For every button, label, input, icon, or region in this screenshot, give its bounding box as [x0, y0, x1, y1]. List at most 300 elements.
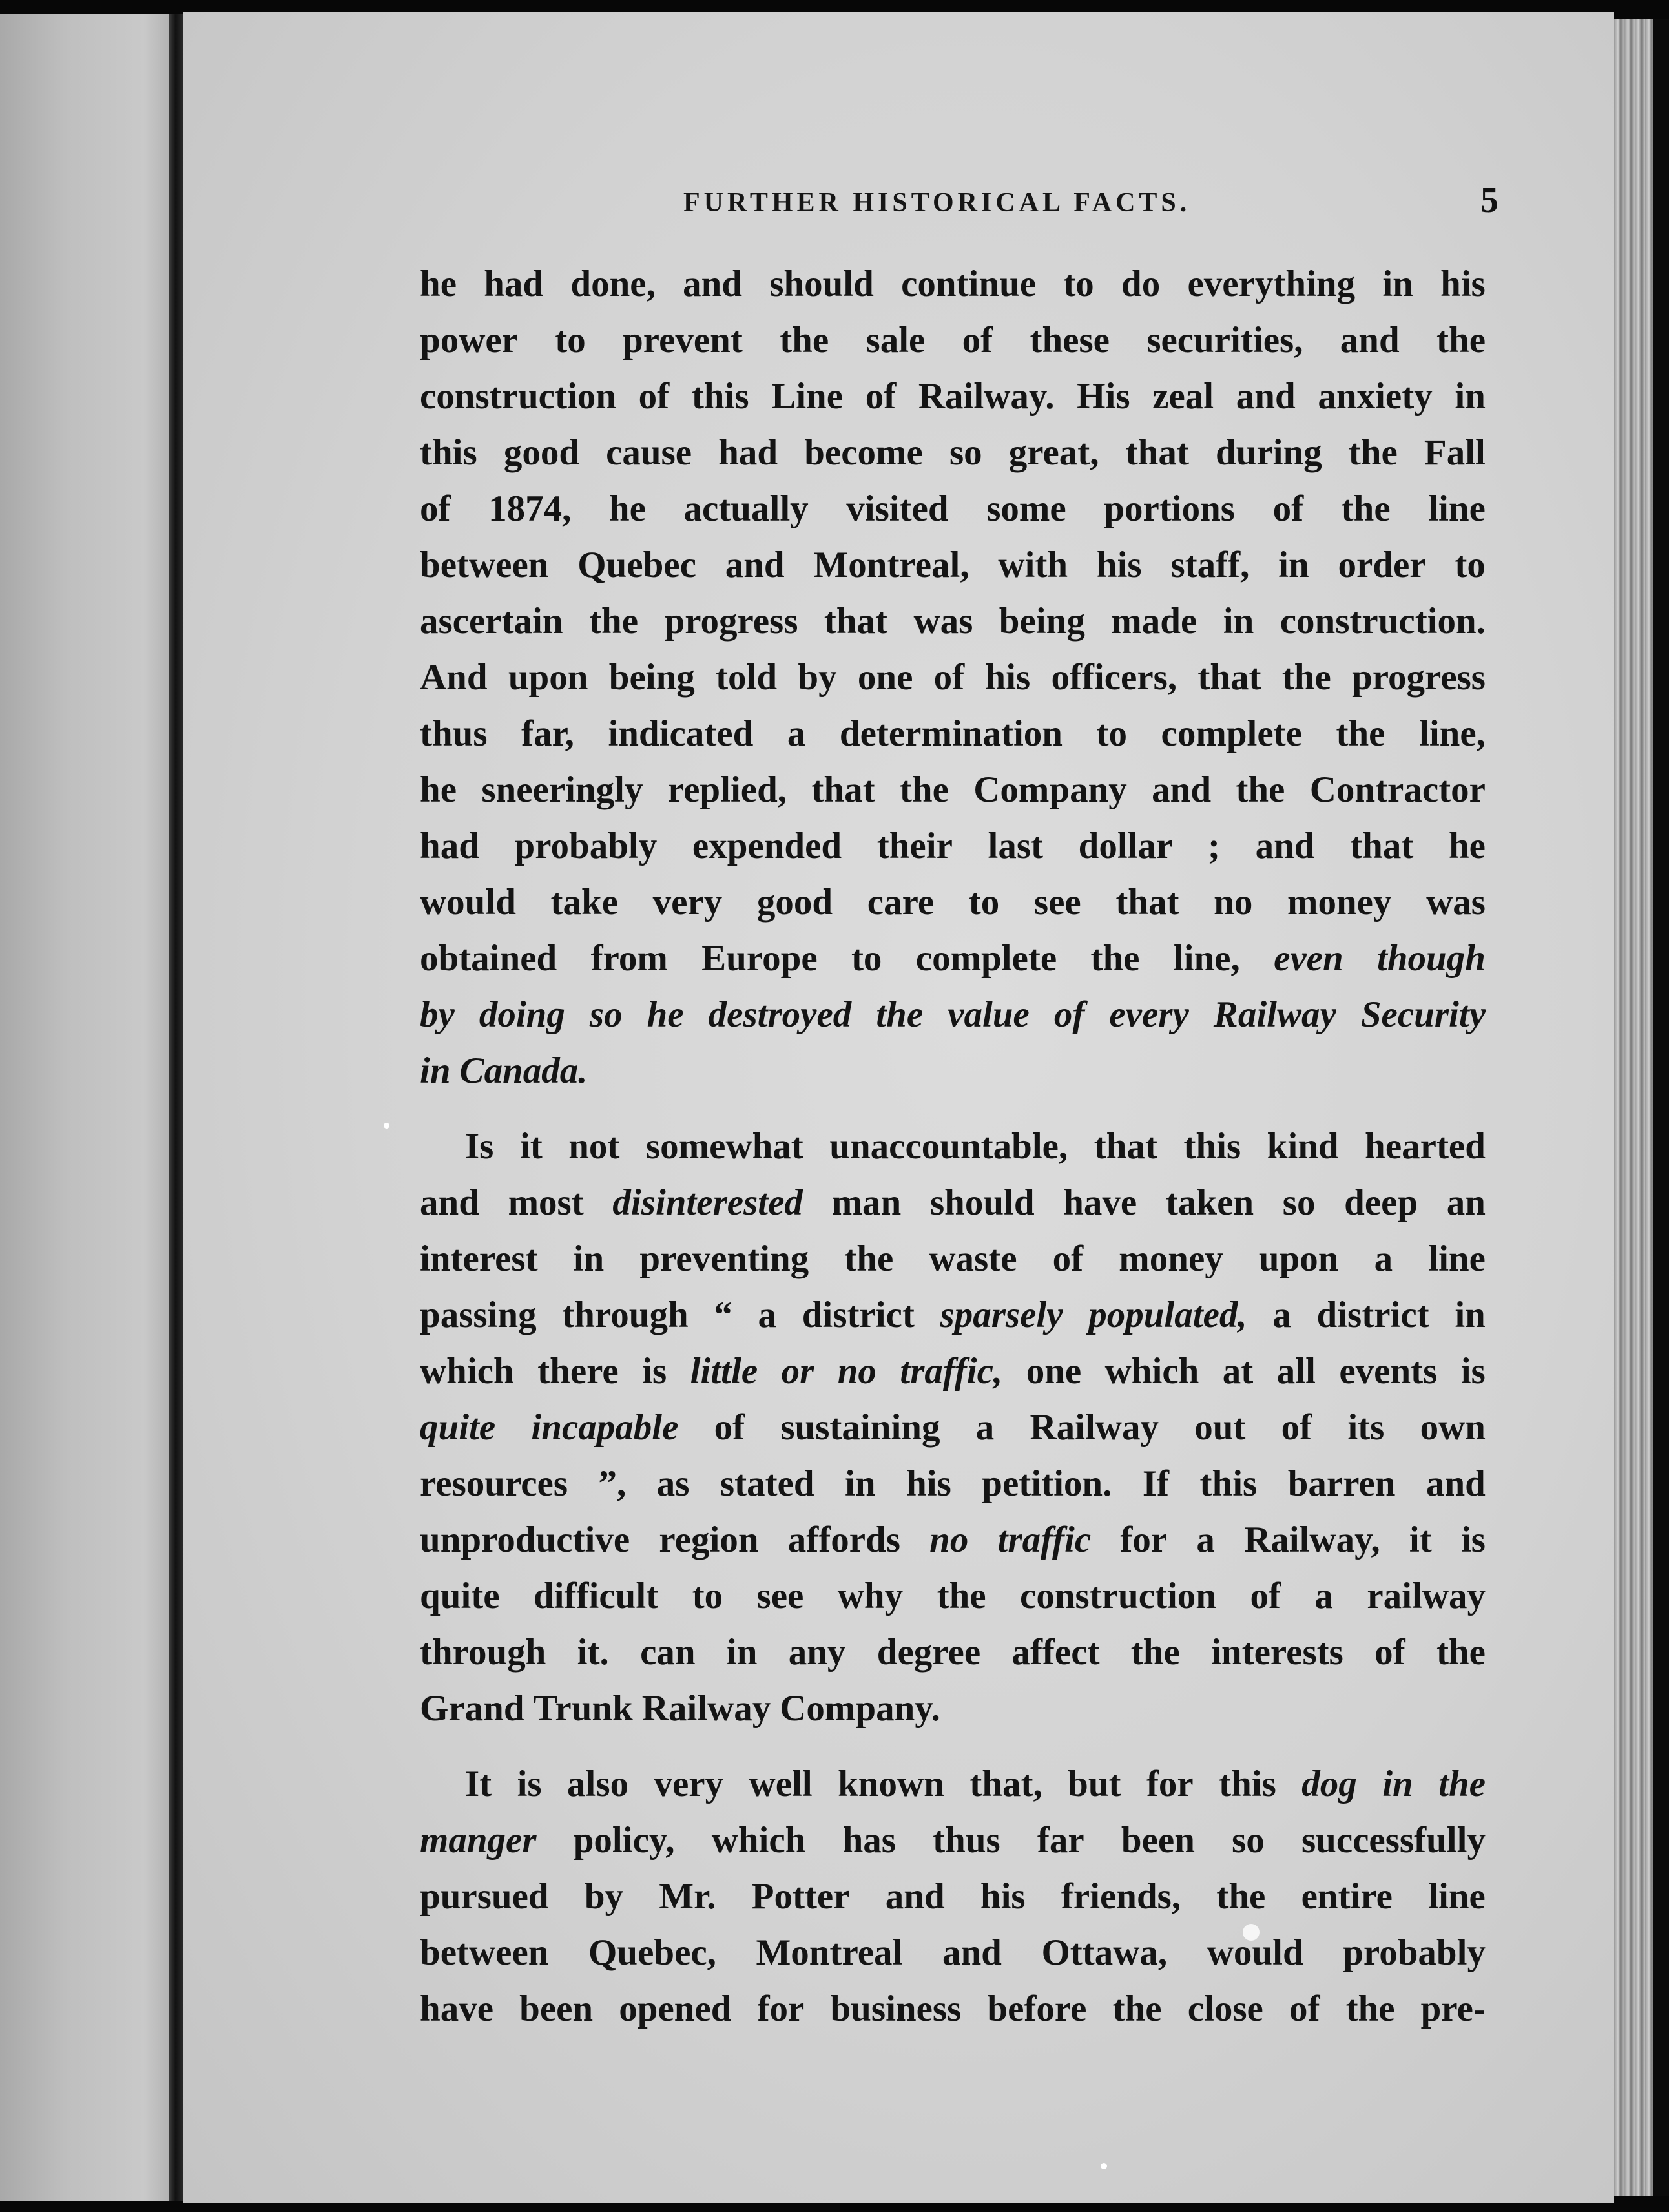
- word: thus: [420, 713, 488, 754]
- word: been: [519, 1988, 594, 2029]
- scan-speck: [384, 1123, 389, 1129]
- word: and: [683, 264, 742, 304]
- word: a: [787, 713, 806, 754]
- word: unproductive: [420, 1519, 630, 1560]
- word: to: [1455, 545, 1486, 585]
- facing-page-sliver: [0, 14, 169, 2201]
- paragraph: [420, 1756, 1486, 2037]
- word: Europe: [701, 938, 818, 979]
- word: the: [1436, 320, 1486, 360]
- word: and: [942, 1932, 1002, 1973]
- text-line: [420, 986, 1486, 1043]
- word: of: [865, 376, 897, 417]
- word: entire: [1301, 1876, 1393, 1917]
- italic-word: doing: [479, 994, 565, 1035]
- word: being: [999, 601, 1085, 642]
- italic-word: no: [929, 1519, 969, 1560]
- word: the: [899, 769, 949, 810]
- word: Montreal: [756, 1932, 903, 1973]
- word: sustaining: [780, 1407, 940, 1448]
- text-line: [420, 537, 1486, 593]
- word: one: [1026, 1351, 1082, 1392]
- word: Montreal,: [813, 545, 969, 585]
- text-line: [420, 1812, 1486, 1868]
- word: that,: [969, 1764, 1042, 1804]
- word: indicated: [608, 713, 754, 754]
- word: visited: [846, 488, 949, 529]
- word: and: [725, 545, 785, 585]
- word: good: [503, 432, 580, 473]
- word: the: [1112, 1988, 1162, 2029]
- word: dollar: [1078, 826, 1173, 866]
- word: there: [537, 1351, 619, 1392]
- book-gutter: [169, 14, 183, 2201]
- text-line: [420, 1512, 1486, 1568]
- word: the: [1130, 1632, 1180, 1673]
- word: so: [1282, 1182, 1316, 1223]
- word: would: [420, 882, 516, 923]
- italic-word: in: [420, 1050, 451, 1091]
- italic-word: though: [1377, 938, 1486, 979]
- word: own: [1420, 1407, 1486, 1448]
- word: friends,: [1061, 1876, 1181, 1917]
- text-line: [420, 1287, 1486, 1343]
- word: and: [1152, 769, 1212, 810]
- word: quite: [420, 1576, 500, 1616]
- word: deep: [1344, 1182, 1418, 1223]
- text-line: [420, 1868, 1486, 1925]
- word: resources: [420, 1463, 568, 1504]
- word: this: [691, 376, 749, 417]
- word: to: [555, 320, 586, 360]
- word: that: [1094, 1126, 1157, 1167]
- word: staff,: [1170, 545, 1250, 585]
- word: stated: [720, 1463, 814, 1504]
- word: all: [1276, 1351, 1316, 1392]
- text-line: [420, 1174, 1486, 1231]
- word: can: [640, 1632, 696, 1673]
- italic-word: so: [589, 994, 623, 1035]
- italic-word: Security: [1360, 994, 1486, 1035]
- word: his: [1096, 545, 1142, 585]
- word: through: [562, 1295, 689, 1335]
- word: the: [937, 1576, 986, 1616]
- word: power: [420, 320, 518, 360]
- word: construction: [420, 376, 616, 417]
- word: progress: [664, 601, 798, 642]
- word: opened: [619, 1988, 732, 2029]
- word: he: [420, 769, 457, 810]
- word: preventing: [639, 1238, 809, 1279]
- word: do: [1121, 264, 1161, 304]
- word: has: [842, 1820, 896, 1861]
- word: interests: [1211, 1632, 1343, 1673]
- word: pursued: [420, 1876, 549, 1917]
- word: and: [1340, 320, 1400, 360]
- word: kind: [1267, 1126, 1339, 1167]
- italic-word: value: [948, 994, 1030, 1035]
- word: interest: [420, 1238, 538, 1279]
- word: man: [831, 1182, 902, 1223]
- word: his: [985, 657, 1031, 698]
- word: in: [726, 1632, 758, 1673]
- word: very: [652, 882, 723, 923]
- word: his: [906, 1463, 951, 1504]
- italic-word: traffic,: [900, 1351, 1003, 1392]
- word: between: [420, 545, 549, 585]
- word: It: [465, 1764, 492, 1804]
- word: of: [933, 657, 965, 698]
- word: in: [573, 1238, 605, 1279]
- word: their: [876, 826, 953, 866]
- word: zeal: [1152, 376, 1214, 417]
- word: waste: [929, 1238, 1017, 1279]
- italic-word: even: [1274, 938, 1343, 979]
- word: probably: [1343, 1932, 1486, 1973]
- word: and: [1425, 1463, 1486, 1504]
- word: Mr.: [659, 1876, 716, 1917]
- word: Quebec: [577, 545, 696, 585]
- word: that: [811, 769, 875, 810]
- word: portions: [1104, 488, 1235, 529]
- word: had: [484, 264, 544, 304]
- word: made: [1111, 601, 1197, 642]
- word: at: [1222, 1351, 1254, 1392]
- word: known: [838, 1764, 944, 1804]
- word: that: [1197, 657, 1261, 698]
- italic-word: or: [781, 1351, 814, 1392]
- word: region: [659, 1519, 759, 1560]
- word: Company.: [780, 1688, 940, 1729]
- word: a: [1272, 1295, 1291, 1335]
- word: that: [1125, 432, 1189, 473]
- word: his: [1440, 264, 1486, 304]
- text-line: [420, 818, 1486, 874]
- word: have: [1063, 1182, 1137, 1223]
- word: had: [420, 826, 479, 866]
- word: is: [1460, 1351, 1486, 1392]
- word: of: [962, 320, 993, 360]
- scan-edge: [1653, 19, 1669, 2196]
- word: of: [420, 488, 451, 529]
- word: a: [1196, 1519, 1215, 1560]
- word: it: [519, 1126, 543, 1167]
- italic-word: Railway: [1213, 994, 1336, 1035]
- word: sale: [866, 320, 926, 360]
- word: and: [1236, 376, 1296, 417]
- italic-word: Canada.: [459, 1050, 588, 1091]
- word: why: [837, 1576, 904, 1616]
- word: obtained: [420, 938, 557, 979]
- word: see: [756, 1576, 804, 1616]
- word: had: [718, 432, 778, 473]
- word: affords: [787, 1519, 900, 1560]
- scan-speck: [1101, 2163, 1107, 2169]
- word: this: [1219, 1764, 1276, 1804]
- word: from: [590, 938, 668, 979]
- word: Is: [465, 1126, 494, 1167]
- word: business: [830, 1988, 962, 2029]
- word: replied,: [667, 769, 787, 810]
- word: this: [1199, 1463, 1258, 1504]
- word: actually: [683, 488, 809, 529]
- word: see: [1033, 882, 1081, 923]
- word: Grand: [420, 1688, 524, 1729]
- word: the: [844, 1238, 894, 1279]
- word: in: [1223, 601, 1254, 642]
- word: complete: [1161, 713, 1302, 754]
- text-line: [420, 1756, 1486, 1812]
- text-line: [420, 874, 1486, 930]
- word: expended: [692, 826, 842, 866]
- paragraph: [420, 1118, 1486, 1737]
- italic-word: populated,: [1088, 1295, 1247, 1335]
- word: of: [1250, 1576, 1281, 1616]
- text-line: [420, 1925, 1486, 1981]
- word: for: [1120, 1519, 1168, 1560]
- word: probably: [514, 826, 658, 866]
- word: far,: [521, 713, 574, 754]
- word: upon: [508, 657, 588, 698]
- word: the: [1216, 1876, 1266, 1917]
- word: the: [1336, 713, 1385, 754]
- word: Line: [771, 376, 844, 417]
- word: cause: [606, 432, 692, 473]
- word: construction.: [1280, 601, 1486, 642]
- word: successfully: [1301, 1820, 1486, 1861]
- word: he: [420, 264, 457, 304]
- word: Trunk: [533, 1688, 633, 1729]
- word: Railway: [641, 1688, 771, 1729]
- word: line: [1428, 1238, 1486, 1279]
- word: barren: [1287, 1463, 1396, 1504]
- word: sneeringly: [481, 769, 643, 810]
- word: which: [1104, 1351, 1199, 1392]
- word: Company: [973, 769, 1127, 810]
- word: before: [987, 1988, 1087, 2029]
- italic-word: quite: [420, 1407, 496, 1448]
- word: care: [867, 882, 935, 923]
- word: through: [420, 1632, 546, 1673]
- word: to: [1096, 713, 1128, 754]
- word: continue: [901, 264, 1037, 304]
- word: Ottawa,: [1041, 1932, 1168, 1973]
- word: it: [1409, 1519, 1432, 1560]
- word: no: [1214, 882, 1253, 923]
- word: and: [1255, 826, 1315, 866]
- word: affect: [1011, 1632, 1100, 1673]
- text-line: [420, 1680, 1486, 1737]
- word: pre-: [1420, 1988, 1486, 2029]
- word: district: [1316, 1295, 1429, 1335]
- word: his: [980, 1876, 1026, 1917]
- word: to: [851, 938, 882, 979]
- word: far: [1037, 1820, 1084, 1861]
- word: railway: [1367, 1576, 1486, 1616]
- word: of: [1374, 1632, 1405, 1673]
- word: last: [988, 826, 1044, 866]
- word: a: [758, 1295, 777, 1335]
- word: money: [1287, 882, 1392, 923]
- italic-word: by: [420, 994, 455, 1035]
- word: Potter: [751, 1876, 850, 1917]
- word: Contractor: [1309, 769, 1486, 810]
- paragraph: [420, 256, 1486, 1099]
- word: the: [589, 601, 639, 642]
- italic-word: incapable: [531, 1407, 679, 1448]
- word: Railway.: [918, 376, 1055, 417]
- word: prevent: [623, 320, 743, 360]
- text-line: [420, 1568, 1486, 1624]
- text-line: [420, 593, 1486, 649]
- word: with: [998, 545, 1068, 585]
- word: the: [1281, 657, 1331, 698]
- word: in: [1278, 545, 1309, 585]
- word: by: [798, 657, 837, 698]
- word: so: [1232, 1820, 1265, 1861]
- word: should: [929, 1182, 1035, 1223]
- word: the: [1236, 769, 1285, 810]
- word: difficult: [533, 1576, 659, 1616]
- word: which: [420, 1351, 514, 1392]
- word: in: [845, 1463, 876, 1504]
- text-line: [420, 762, 1486, 818]
- word: its: [1347, 1407, 1385, 1448]
- word: being: [608, 657, 695, 698]
- word: some: [986, 488, 1066, 529]
- italic-word: sparsely: [940, 1295, 1063, 1335]
- word: an: [1446, 1182, 1486, 1223]
- italic-word: he: [647, 994, 684, 1035]
- italic-word: every: [1109, 994, 1189, 1035]
- word: during: [1215, 432, 1322, 473]
- word: that: [824, 601, 888, 642]
- word: upon: [1258, 1238, 1339, 1279]
- word: everything: [1187, 264, 1356, 304]
- word: was: [1426, 882, 1486, 923]
- word: he: [608, 488, 646, 529]
- running-head: FURTHER HISTORICAL FACTS.: [683, 188, 1191, 218]
- word: close: [1187, 1988, 1263, 2029]
- word: by: [584, 1876, 624, 1917]
- italic-word: in: [1382, 1764, 1413, 1804]
- word: a: [975, 1407, 995, 1448]
- word: a: [1314, 1576, 1333, 1616]
- word: that: [1350, 826, 1414, 866]
- word: to: [968, 882, 1000, 923]
- word: and: [420, 1182, 479, 1223]
- word: the: [1348, 432, 1398, 473]
- text-line: [420, 649, 1486, 705]
- italic-word: no: [837, 1351, 876, 1392]
- word: events: [1339, 1351, 1438, 1392]
- word: the: [1345, 1988, 1395, 2029]
- word: the: [780, 320, 829, 360]
- word: out: [1194, 1407, 1246, 1448]
- word: that: [1115, 882, 1179, 923]
- word: degree: [876, 1632, 981, 1673]
- word: anxiety: [1318, 376, 1433, 417]
- word: very: [654, 1764, 724, 1804]
- word: officers,: [1051, 657, 1177, 698]
- word: the: [1341, 488, 1391, 529]
- word: and: [885, 1876, 945, 1917]
- word: line,: [1419, 713, 1486, 754]
- word: Fall: [1424, 432, 1486, 473]
- text-line: [420, 1231, 1486, 1287]
- word: become: [804, 432, 923, 473]
- italic-word: little: [690, 1351, 758, 1392]
- word: to: [1063, 264, 1094, 304]
- word: was: [913, 601, 973, 642]
- text-line: [420, 481, 1486, 537]
- word: in: [1382, 264, 1413, 304]
- word: well: [749, 1764, 813, 1804]
- word: progress: [1352, 657, 1486, 698]
- word: of: [1281, 1407, 1312, 1448]
- text-line: [420, 1624, 1486, 1680]
- word: determination: [839, 713, 1063, 754]
- word: of: [1272, 488, 1304, 529]
- word: ”,: [598, 1463, 627, 1504]
- word: of: [714, 1407, 745, 1448]
- word: but: [1068, 1764, 1121, 1804]
- word: line: [1428, 488, 1486, 529]
- word: which: [711, 1820, 806, 1861]
- text-line: [420, 424, 1486, 481]
- text-line: [420, 1118, 1486, 1174]
- text-line: [420, 1981, 1486, 2037]
- page-number: 5: [1480, 180, 1498, 220]
- word: a: [1374, 1238, 1393, 1279]
- italic-word: of: [1053, 994, 1085, 1035]
- word: have: [420, 1988, 493, 2029]
- word: line,: [1173, 938, 1240, 979]
- word: been: [1121, 1820, 1195, 1861]
- word: is: [517, 1764, 542, 1804]
- word: district: [802, 1295, 915, 1335]
- text-line: [420, 930, 1486, 986]
- word: this: [420, 432, 477, 473]
- italic-word: destroyed: [708, 994, 852, 1035]
- word: securities,: [1146, 320, 1303, 360]
- italic-word: the: [876, 994, 924, 1035]
- text-line: [420, 368, 1486, 424]
- word: of: [638, 376, 670, 417]
- word: in: [1455, 1295, 1486, 1335]
- word: ;: [1207, 826, 1220, 866]
- word: the: [1090, 938, 1140, 979]
- text-line: [420, 705, 1486, 762]
- word: petition.: [982, 1463, 1112, 1504]
- word: ascertain: [420, 601, 563, 642]
- word: it.: [577, 1632, 609, 1673]
- word: taken: [1165, 1182, 1254, 1223]
- word: would: [1207, 1932, 1303, 1973]
- text-line: [420, 1456, 1486, 1512]
- word: money: [1119, 1238, 1223, 1279]
- word: thus: [933, 1820, 1000, 1861]
- word: for: [757, 1988, 805, 2029]
- italic-word: the: [1438, 1764, 1486, 1804]
- word: complete: [915, 938, 1057, 979]
- italic-word: dog: [1301, 1764, 1357, 1804]
- word: these: [1030, 320, 1110, 360]
- word: so: [949, 432, 982, 473]
- text-line: [420, 256, 1486, 312]
- word: this: [1183, 1126, 1241, 1167]
- word: he: [1448, 826, 1486, 866]
